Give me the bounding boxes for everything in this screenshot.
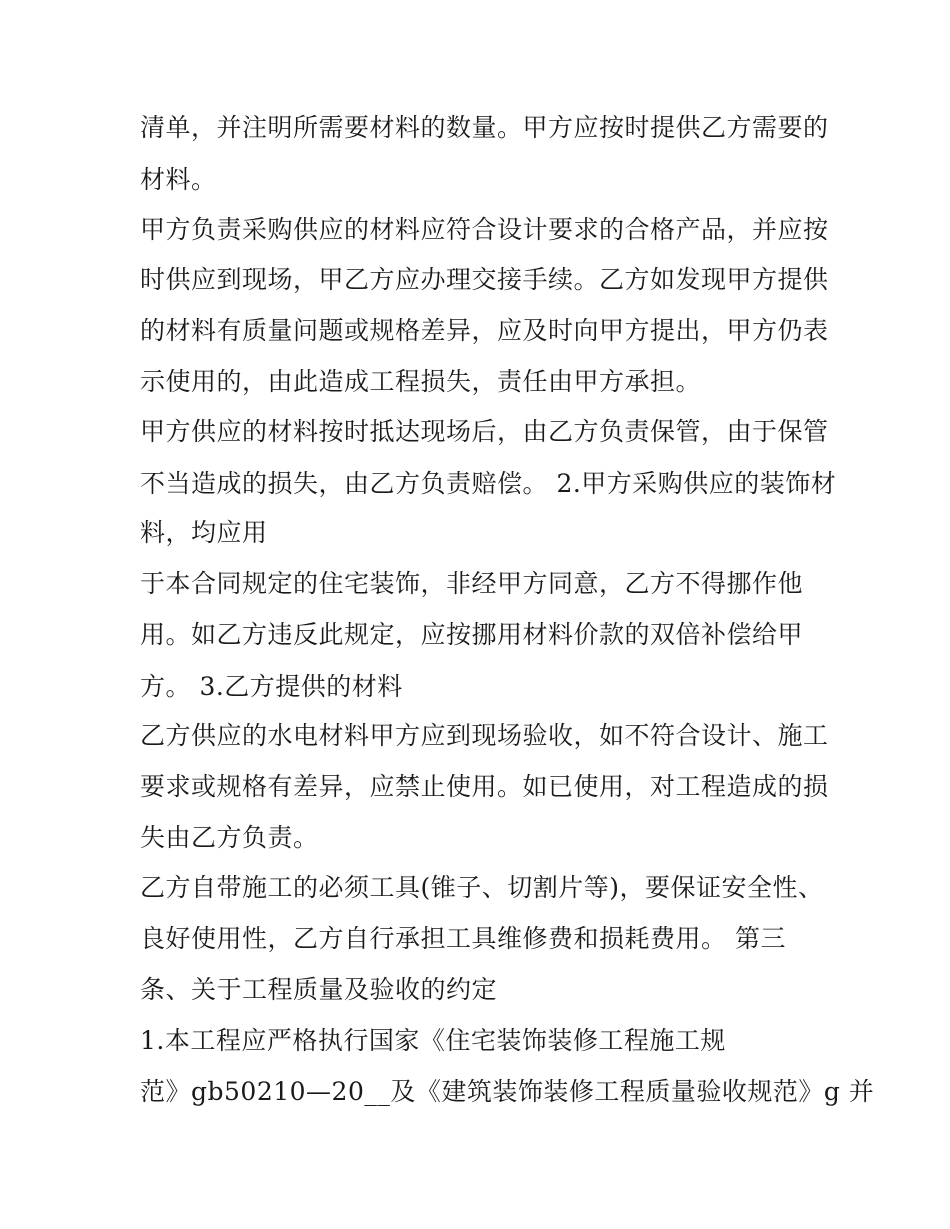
text-line: 条、关于工程质量及验收的约定 (140, 975, 498, 1004)
text-line: 用。如乙方违反此规定，应按挪用材料价款的双倍补偿给甲 (140, 620, 804, 649)
text-line: 料，均应用 (140, 518, 268, 547)
text-line: 乙方自带施工的必须工具(锥子、切割片等)，要保证安全性、 (140, 873, 824, 902)
text-line: 于本合同规定的住宅装饰，非经甲方同意，乙方不得挪作他 (140, 569, 804, 598)
text-line: 的材料有质量问题或规格差异，应及时向甲方提出，甲方仍表 (140, 316, 829, 345)
text-line: 甲方供应的材料按时抵达现场后，由乙方负责保管，由于保管 (140, 417, 829, 446)
text-line: 良好使用性，乙方自行承担工具维修费和损耗费用。 第三 (140, 924, 786, 953)
text-line: 方。 3.乙方提供的材料 (140, 672, 403, 701)
text-line: 甲方负责采购供应的材料应符合设计要求的合格产品，并应按 (140, 215, 829, 244)
text-line: 不当造成的损失，由乙方负责赔偿。 2.甲方采购供应的装饰材 (140, 469, 837, 498)
text-line: 示使用的，由此造成工程损失，责任由甲方承担。 (140, 367, 702, 396)
text-line: 时供应到现场，甲乙方应办理交接手续。乙方如发现甲方提供 (140, 265, 829, 294)
text-line: 要求或规格有差异，应禁止使用。如已使用，对工程造成的损 (140, 772, 829, 801)
text-line: 清单，并注明所需要材料的数量。甲方应按时提供乙方需要的 (140, 113, 829, 142)
text-line: 失由乙方负责。 (140, 823, 319, 852)
text-line: 1.本工程应严格执行国家《住宅装饰装修工程施工规 (140, 1026, 726, 1055)
text-line: 范》gb50210—20__及《建筑装饰装修工程质量验收规范》g 并 (140, 1077, 875, 1106)
text-line: 材料。 (140, 165, 217, 194)
text-line: 乙方供应的水电材料甲方应到现场验收，如不符合设计、施工 (140, 721, 829, 750)
